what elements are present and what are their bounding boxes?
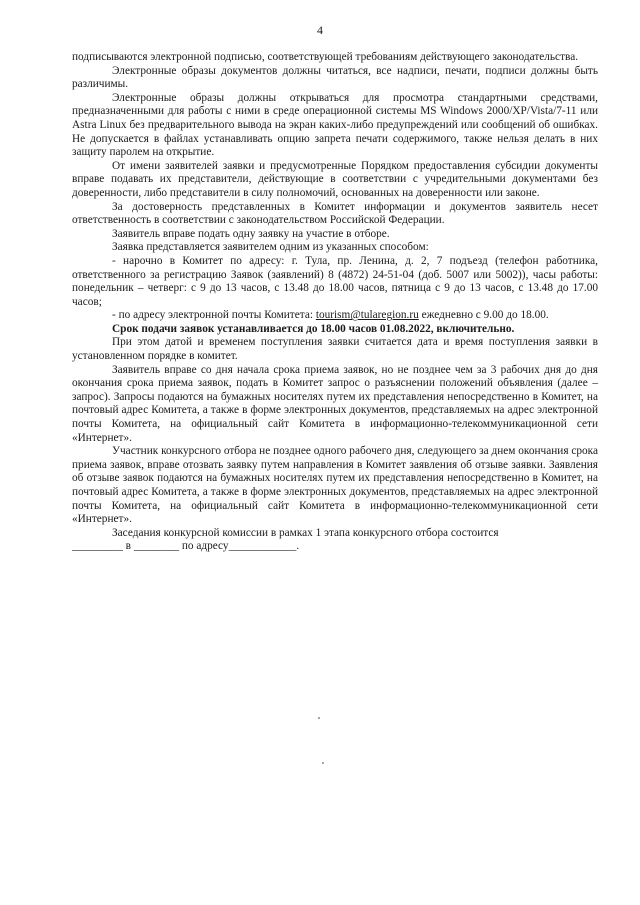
- paragraph-clarification-request: Заявитель вправе со дня начала срока приема заявок, но не позднее чем за 3 рабочих дня до дня окончания срока приема заявок, подать в Комитет запрос о разъяснении положений объявления (далее – запрос). Запросы подаются на бумажных носителях путем их представления непосредственно в Комитет, на почтовый адрес Комитета, а также в форме электронных документов, представляемых на адрес электронной почты Комитета, на официальный сайт Комитета в информационно-телекоммуникационной сети «Интернет».: [72, 363, 598, 444]
- paragraph-responsibility: За достоверность представленных в Комитет информации и документов заявитель несет ответственность в соответствии с законодательством Российской Федерации.: [72, 200, 598, 227]
- paragraph-readability: Электронные образы документов должны читаться, все надписи, печати, подписи должны быть различимы.: [72, 64, 598, 91]
- email-suffix: ежедневно с 9.00 до 18.00.: [418, 309, 549, 322]
- paragraph-receipt-date: При этом датой и временем поступления заявки считается дата и время поступления заявки в установленном порядке в комитет.: [72, 336, 598, 363]
- paragraph-file-requirements: Электронные образы должны открываться для просмотра стандартными средствами, предназначенными для работы с ними в среде операционной системы MS Windows 2000/XP/Vista/7-11 или Astra Linux без предварительного вывода на экран каких-либо предупреждений или сообщений об ошибках. Не допускается в файлах устанавливать опцию запрета печати содержимого, также нельзя делать в них защиту паролем на открытие.: [72, 91, 598, 159]
- paragraph-deadline: Срок подачи заявок устанавливается до 18.00 часов 01.08.2022, включительно.: [112, 322, 515, 335]
- page-number: 4: [317, 23, 323, 37]
- email-prefix: - по адресу электронной почты Комитета:: [112, 309, 316, 322]
- paragraph-in-person: - нарочно в Комитет по адресу: г. Тула, пр. Ленина, д. 2, 7 подъезд (телефон работника, ответственного за регистрацию Заявок (заявлений) 8 (4872) 24-51-04 (доб. 5007 или 5002)), часы работы: понедельник – четверг: с 9 до 13 часов, с 13.48 до 18.00 часов, пятница с 9 до 13 часов, с 13.48 до 17.00 часов;: [72, 254, 598, 308]
- document-body: [72, 51, 598, 554]
- paragraph-commission-meeting-line2: _________ в ________ по адресу____________.: [72, 540, 300, 553]
- scan-speck: [318, 717, 320, 719]
- paragraph-commission-meeting-line1: Заседания конкурсной комиссии в рамках 1 этапа конкурсного отбора состоится: [112, 526, 499, 539]
- scan-speck: [322, 762, 324, 764]
- paragraph-one-application: Заявитель вправе подать одну заявку на участие в отборе.: [112, 227, 390, 240]
- paragraph-signature: подписываются электронной подписью, соответствующей требованиям действующего законодательства.: [72, 51, 579, 63]
- paragraph-submission-methods: Заявка представляется заявителем одним из указанных способом:: [112, 241, 429, 254]
- paragraph-withdrawal: Участник конкурсного отбора не позднее одного рабочего дня, следующего за днем окончания срока приема заявок, вправе отозвать заявку путем направления в Комитет заявления об отзыве заявки. Заявления об отзыве заявок подаются на бумажных носителях путем их представления непосредственно в Комитет, на почтовый адрес Комитета, а также в форме электронных документов, представляемых на адрес электронной почты Комитета, на официальный сайт Комитета в информационно-телекоммуникационной сети «Интернет».: [72, 445, 598, 526]
- email-link[interactable]: tourism@tularegion.ru: [315, 309, 419, 322]
- paragraph-representatives: От имени заявителей заявки и предусмотренные Порядком предоставления субсидии документы вправе подавать их представители, действующие в соответствии с учредительными документами без доверенности, либо представители в силу полномочий, основанных на доверенности или законе.: [72, 159, 598, 199]
- paragraph-email: [72, 309, 598, 323]
